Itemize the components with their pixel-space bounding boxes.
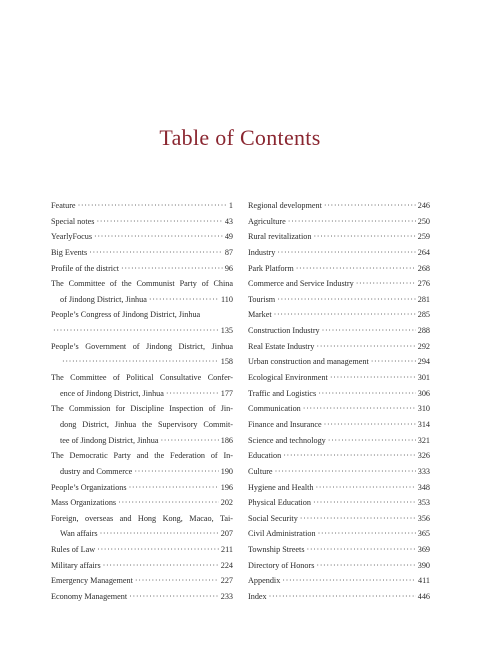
toc-entry xyxy=(248,558,430,574)
toc-entry-page: 369 xyxy=(417,545,430,555)
toc-entry-title: Profile of the district xyxy=(51,263,119,273)
toc-entry xyxy=(248,354,430,370)
toc-entry-page: 202 xyxy=(220,498,233,508)
dot-leader xyxy=(100,526,219,542)
toc-entry xyxy=(51,401,233,417)
toc-entry-page: 186 xyxy=(220,435,233,445)
dot-leader xyxy=(78,198,227,214)
dot-leader xyxy=(89,245,223,261)
toc-entry-page: 365 xyxy=(417,529,430,539)
toc-entry-title: of Jindong District, Jinhua xyxy=(60,294,147,304)
toc-entry xyxy=(51,511,233,527)
toc-entry xyxy=(51,448,233,464)
dot-leader xyxy=(121,261,223,277)
toc-entry-page: 1 xyxy=(228,201,233,210)
toc-entry-title: People’s Organizations xyxy=(51,482,127,492)
toc-entry-page: 314 xyxy=(417,419,430,429)
toc-entry-title: Special notes xyxy=(51,216,95,226)
dot-leader xyxy=(118,495,219,511)
toc-entry-page: 43 xyxy=(224,216,233,226)
toc-entry-page: 250 xyxy=(417,216,430,226)
toc-entry-page: 285 xyxy=(417,310,430,320)
toc-entry xyxy=(248,292,430,308)
toc-entry xyxy=(248,386,430,402)
toc-entry xyxy=(248,526,430,542)
toc-entry xyxy=(248,261,430,277)
toc-entry xyxy=(248,198,430,214)
toc-entry-title: Big Events xyxy=(51,247,88,257)
toc-entry-title: Rules of Law xyxy=(51,545,96,555)
toc-entry-page: 292 xyxy=(417,341,430,351)
toc-entry-title: Commerce and Service Industry xyxy=(248,279,354,289)
toc-entry xyxy=(248,464,430,480)
toc-entry-title: Index xyxy=(248,592,267,602)
toc-entry-title: Rural revitalization xyxy=(248,232,312,242)
toc-entry-page: 326 xyxy=(417,451,430,461)
toc-entry-title: Construction Industry xyxy=(248,326,320,336)
toc-entry-page: 411 xyxy=(418,576,430,586)
toc-entry-page: 348 xyxy=(417,482,430,492)
toc-entry xyxy=(248,433,430,449)
dot-leader xyxy=(324,417,416,433)
toc-entry-page: 96 xyxy=(224,263,233,273)
toc-entry-title: Emergency Management xyxy=(51,576,133,586)
toc-entry-title: Finance and Insurance xyxy=(248,419,322,429)
toc-entry-title: Culture xyxy=(248,466,273,476)
dot-leader xyxy=(135,573,219,589)
dot-leader xyxy=(62,354,219,370)
toc-entry-page: 190 xyxy=(220,466,233,476)
toc-entry-page: 301 xyxy=(417,373,430,383)
toc-entry xyxy=(51,464,233,480)
toc-entry-page: 196 xyxy=(220,482,233,492)
toc-entry-title: Feature xyxy=(51,201,76,210)
toc-entry xyxy=(51,245,233,261)
toc-entry-page: 356 xyxy=(417,513,430,523)
toc-entry-page: 333 xyxy=(417,466,430,476)
toc-entry xyxy=(51,417,233,433)
dot-leader xyxy=(274,307,416,323)
toc-entry xyxy=(248,229,430,245)
dot-leader xyxy=(149,292,219,308)
toc-entry-page: 227 xyxy=(220,576,233,586)
toc-entry xyxy=(51,292,233,308)
dot-leader xyxy=(129,480,219,496)
toc-entry xyxy=(248,542,430,558)
toc-entry-page: 177 xyxy=(220,388,233,398)
toc-entry-page: 158 xyxy=(220,357,233,367)
dot-leader xyxy=(134,464,218,480)
dot-leader xyxy=(282,573,416,589)
toc-entry-title: Regional development xyxy=(248,201,322,210)
toc-entry-title: The Committee of Political Consultative Confer- xyxy=(51,373,233,383)
toc-entry-page: 110 xyxy=(221,294,233,304)
page-title: Table of Contents xyxy=(159,125,321,150)
dot-leader xyxy=(53,323,219,339)
toc-entry-title: Civil Administration xyxy=(248,529,316,539)
dot-leader xyxy=(356,276,416,292)
dot-leader xyxy=(322,323,416,339)
toc-entry-page: 49 xyxy=(224,232,233,242)
toc-entry-page: 207 xyxy=(220,529,233,539)
dot-leader xyxy=(315,480,415,496)
toc-entry xyxy=(248,480,430,496)
toc-left-column xyxy=(51,198,233,605)
toc-entry xyxy=(248,307,430,323)
toc-entry-title: ence of Jindong District, Jinhua xyxy=(60,388,164,398)
toc-entry xyxy=(248,589,430,605)
toc-entry-page: 233 xyxy=(220,592,233,602)
toc-entry xyxy=(248,401,430,417)
toc-entry xyxy=(51,526,233,542)
toc-entry-title: Market xyxy=(248,310,272,320)
toc-entry-page: 276 xyxy=(417,279,430,289)
dot-leader xyxy=(96,214,222,230)
dot-leader xyxy=(316,339,415,355)
dot-leader xyxy=(316,558,415,574)
toc-entry-page: 281 xyxy=(417,294,430,304)
toc-entry-title: Hygiene and Health xyxy=(248,482,314,492)
toc-entry xyxy=(248,573,430,589)
toc-entry-page: 246 xyxy=(417,201,430,210)
toc-entry-title: People’s Government of Jindong District, Jinhua xyxy=(51,341,233,351)
toc-entry-page: 306 xyxy=(417,388,430,398)
toc-entry-title: Science and technology xyxy=(248,435,326,445)
dot-leader xyxy=(318,526,416,542)
toc-entry-title: Urban construction and management xyxy=(248,357,369,367)
toc-entry xyxy=(51,542,233,558)
toc-entry-page: 264 xyxy=(417,247,430,257)
dot-leader xyxy=(277,245,415,261)
toc-right-column xyxy=(248,198,430,605)
toc-entry-title: Social Security xyxy=(248,513,298,523)
toc-entry xyxy=(51,214,233,230)
toc-entry xyxy=(51,433,233,449)
toc-entry-title: Military affairs xyxy=(51,560,101,570)
dot-leader xyxy=(303,401,416,417)
toc-entry-page: 259 xyxy=(417,232,430,242)
toc-entry-page: 87 xyxy=(224,247,233,257)
toc-entry xyxy=(51,354,233,370)
toc-entry-title: Education xyxy=(248,451,282,461)
toc-entry-title: Wan affairs xyxy=(60,529,98,539)
toc-entry xyxy=(51,261,233,277)
toc-entry-page: 310 xyxy=(417,404,430,414)
toc-entry xyxy=(51,198,233,214)
dot-leader xyxy=(275,464,416,480)
toc-entry xyxy=(248,370,430,386)
toc-entry xyxy=(51,307,233,323)
toc-entry-title: Physical Education xyxy=(248,498,311,508)
dot-leader xyxy=(94,229,223,245)
toc-entry xyxy=(248,323,430,339)
toc-entry xyxy=(248,214,430,230)
toc-entry xyxy=(51,558,233,574)
toc-entry xyxy=(248,339,430,355)
toc-entry-title: People’s Congress of Jindong District, Jinhua xyxy=(51,310,201,320)
toc-entry xyxy=(51,370,233,386)
toc-entry-page: 294 xyxy=(417,357,430,367)
toc-entry-page: 268 xyxy=(417,263,430,273)
toc-entry-page: 353 xyxy=(417,498,430,508)
dot-leader xyxy=(318,386,415,402)
toc-entry-title: The Commission for Discipline Inspection of Jin- xyxy=(51,404,233,414)
dot-leader xyxy=(307,542,416,558)
toc-entry-title: Mass Organizations xyxy=(51,498,117,508)
toc-entry-title: Industry xyxy=(248,247,276,257)
toc-entry xyxy=(248,511,430,527)
toc-entry xyxy=(51,339,233,355)
dot-leader xyxy=(296,261,416,277)
toc-entry-title: tee of Jindong District, Jinhua xyxy=(60,435,159,445)
toc-entry xyxy=(248,276,430,292)
toc-entry-page: 390 xyxy=(417,560,430,570)
toc-entry xyxy=(51,323,233,339)
toc-entry-page: 211 xyxy=(221,545,233,555)
toc-entry-title: Ecological Environment xyxy=(248,373,328,383)
toc-entry xyxy=(248,417,430,433)
toc-entry-title: dong District, Jinhua the Supervisory Commit- xyxy=(60,419,233,429)
toc-entry-title: Township Streets xyxy=(248,545,305,555)
dot-leader xyxy=(283,448,416,464)
toc-entry-title: Park Platform xyxy=(248,263,294,273)
dot-leader xyxy=(328,433,416,449)
toc-entry-title: Foreign, overseas and Hong Kong, Macao, Tai- xyxy=(51,513,233,523)
toc-entry-page: 321 xyxy=(417,435,430,445)
toc-entry xyxy=(248,245,430,261)
toc-entry-title: Tourism xyxy=(248,294,276,304)
dot-leader xyxy=(277,292,416,308)
dot-leader xyxy=(313,229,415,245)
toc-entry xyxy=(51,495,233,511)
toc-entry-title: Communication xyxy=(248,404,301,414)
toc-entry xyxy=(248,495,430,511)
toc-entry-title: The Democratic Party and the Federation of In- xyxy=(51,451,233,461)
toc-entry-page: 446 xyxy=(417,592,430,602)
toc-entry-page: 288 xyxy=(417,326,430,336)
toc-entry xyxy=(51,480,233,496)
toc-entry-page: 224 xyxy=(220,560,233,570)
toc-entry xyxy=(51,386,233,402)
toc-entry xyxy=(51,229,233,245)
toc-entry xyxy=(248,448,430,464)
dot-leader xyxy=(324,198,416,214)
toc-entry-title: Economy Management xyxy=(51,592,128,602)
toc-entry xyxy=(51,589,233,605)
dot-leader xyxy=(371,354,416,370)
toc-entry-title: Real Estate Industry xyxy=(248,341,315,351)
dot-leader xyxy=(330,370,416,386)
toc-entry-title: Appendix xyxy=(248,576,281,586)
dot-leader xyxy=(166,386,219,402)
toc-entry-title: The Committee of the Communist Party of China xyxy=(51,279,233,289)
dot-leader xyxy=(103,558,219,574)
toc-entry-title: dustry and Commerce xyxy=(60,466,133,476)
dot-leader xyxy=(160,433,218,449)
toc-entry-title: YearlyFocus xyxy=(51,232,93,242)
toc-entry xyxy=(51,573,233,589)
dot-leader xyxy=(300,511,416,527)
toc-entry-page: 135 xyxy=(220,326,233,336)
dot-leader xyxy=(269,589,416,605)
dot-leader xyxy=(288,214,416,230)
toc-entry-title: Directory of Honors xyxy=(248,560,315,570)
toc-entry-title: Agriculture xyxy=(248,216,286,226)
toc-entry-title: Traffic and Logistics xyxy=(248,388,317,398)
dot-leader xyxy=(97,542,219,558)
toc-entry xyxy=(51,276,233,292)
dot-leader xyxy=(313,495,416,511)
dot-leader xyxy=(129,589,219,605)
